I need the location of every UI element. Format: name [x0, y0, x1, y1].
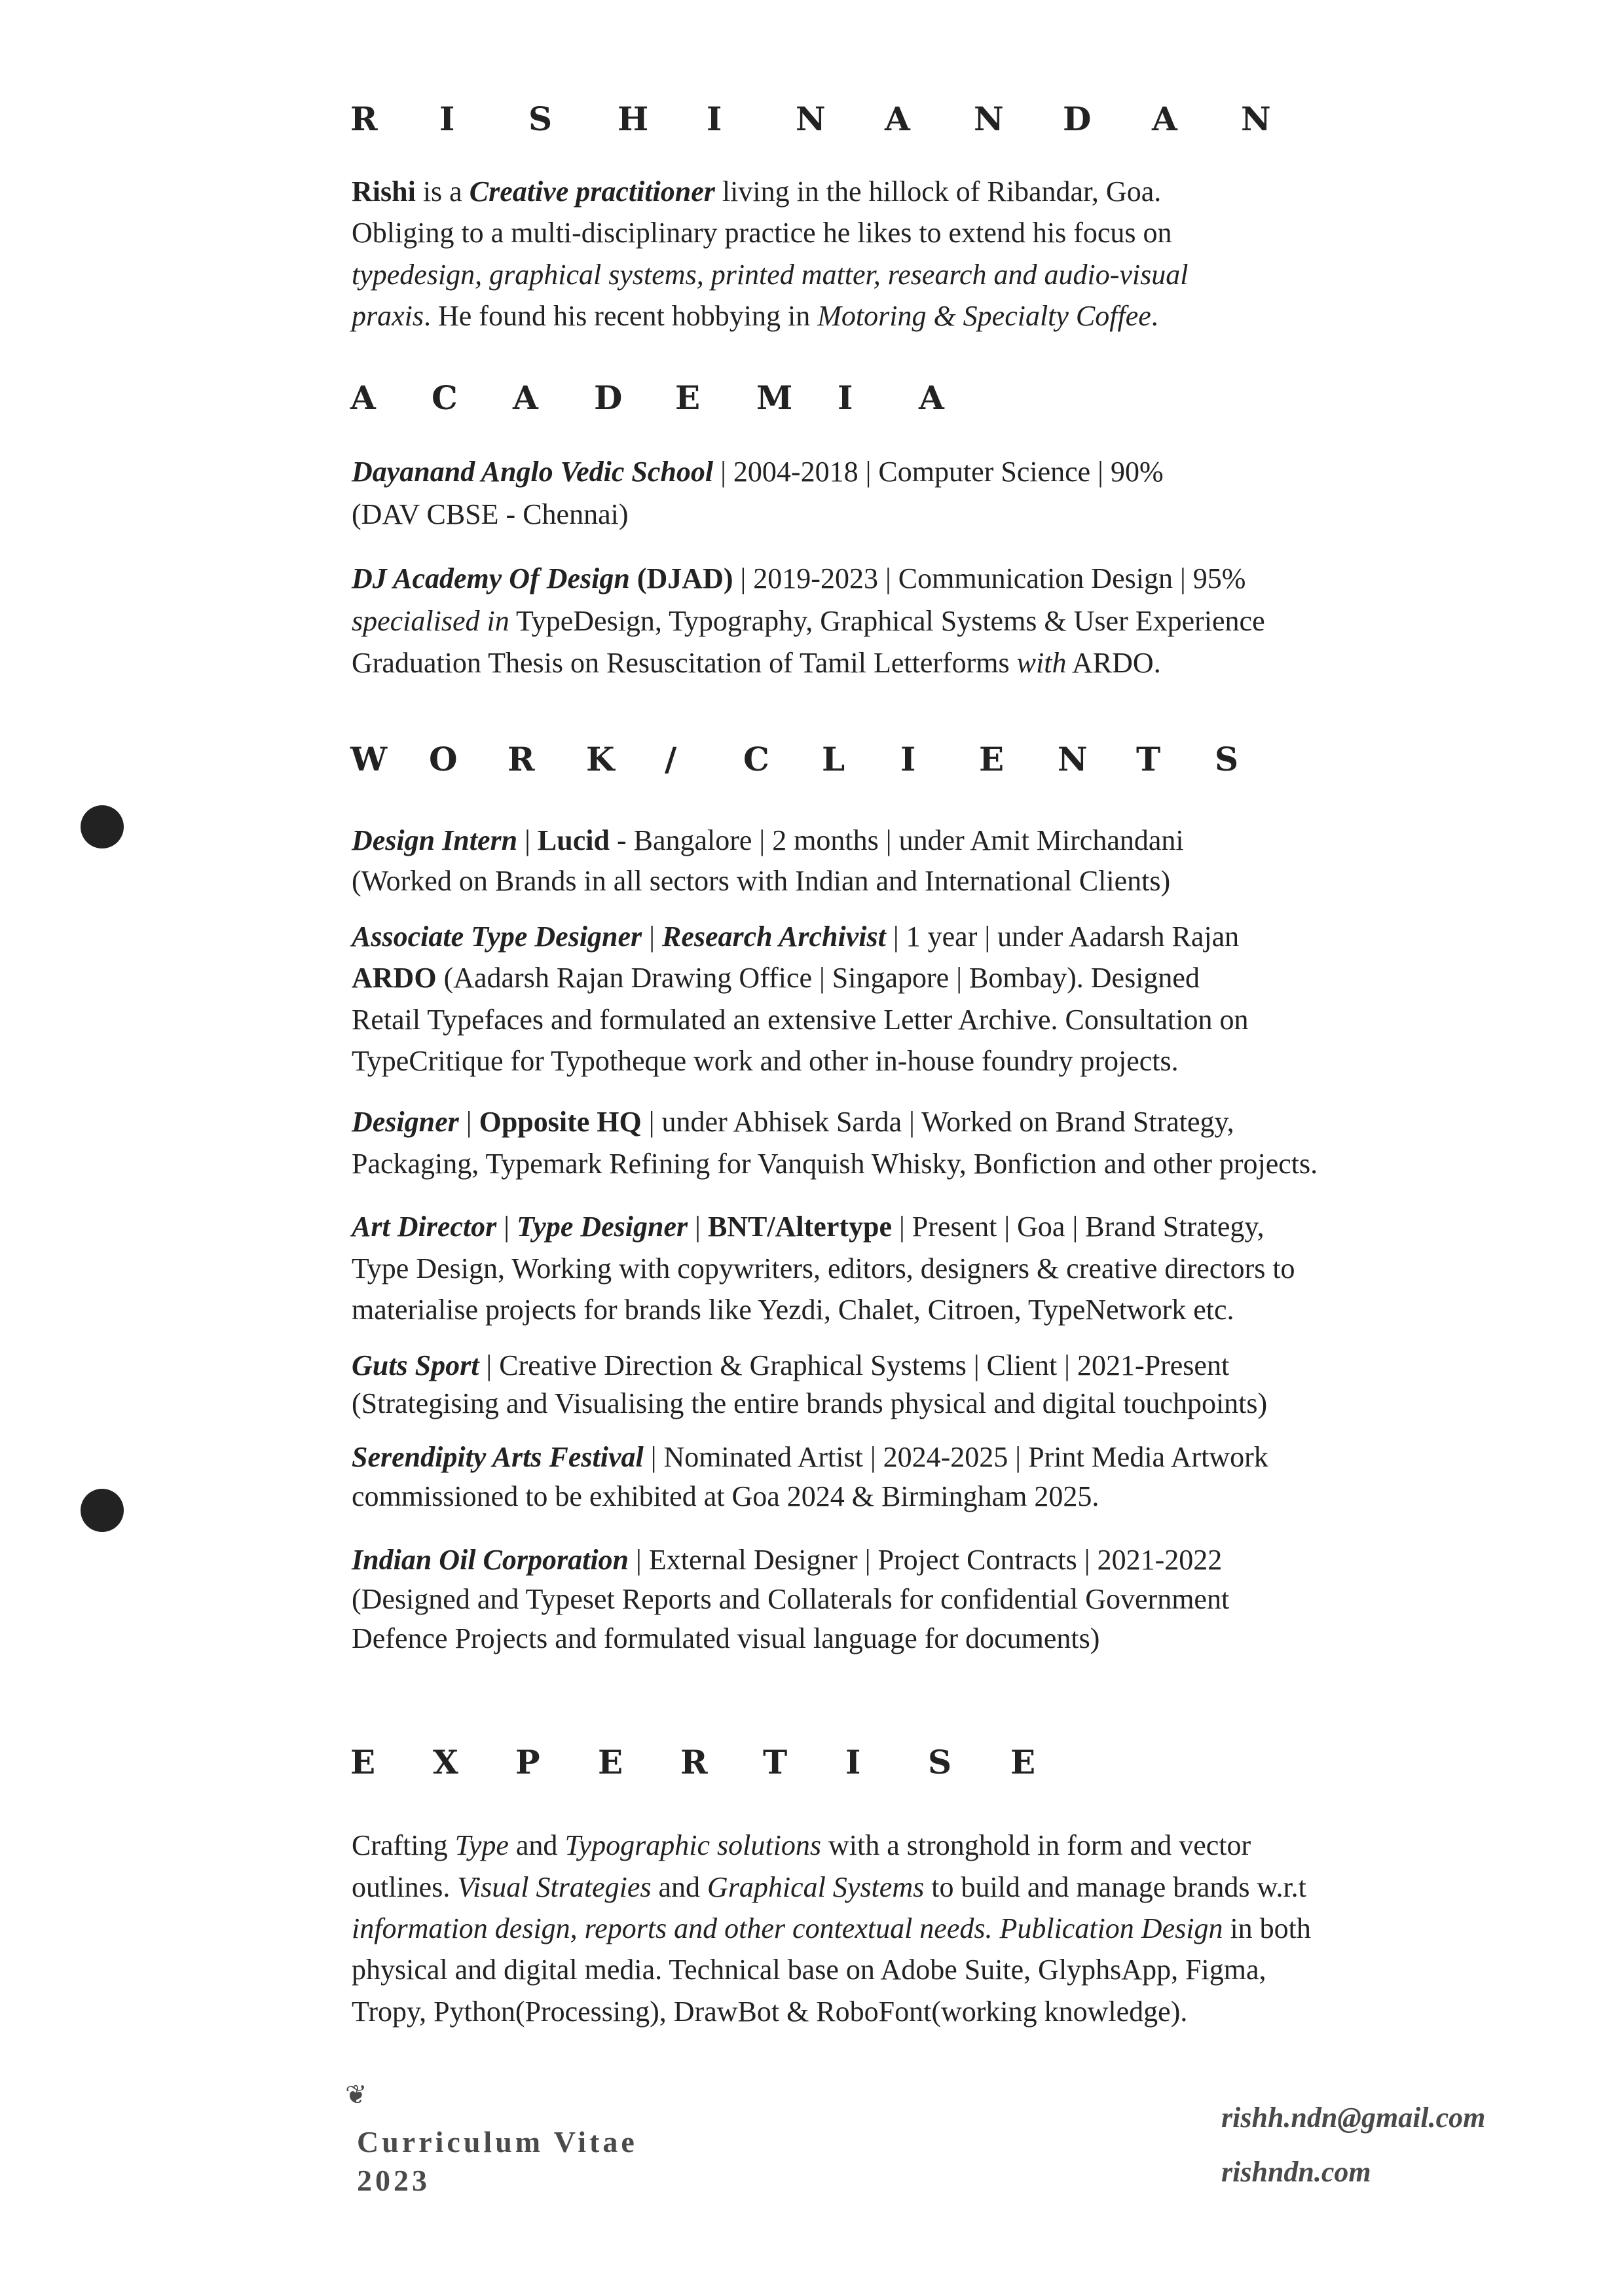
website-link[interactable]: rishndn.com [1221, 2156, 1371, 2188]
text-line [352, 1206, 1264, 1248]
text-line [352, 1143, 1318, 1185]
text-run: | Present | Goa | Brand Strategy, [892, 1211, 1264, 1243]
text-run: (DAV CBSE - Chennai) [352, 498, 629, 530]
text-run: . [1151, 300, 1158, 332]
punch-hole-bottom [81, 1489, 124, 1532]
text-run: Designer [352, 1106, 459, 1138]
text-run: is a [415, 175, 470, 208]
heading-letter: A [350, 378, 376, 417]
text-run: specialised in [352, 605, 509, 637]
text-run: with [1016, 647, 1067, 679]
text-run: | 1 year | under Aadarsh Rajan [885, 920, 1240, 953]
text-run: and [508, 1829, 565, 1861]
text-line [352, 254, 1188, 296]
section-heading-expertise [350, 1743, 1093, 1782]
text-run: | Creative Direction & Graphical Systems | Client | 2021-Present [479, 1349, 1230, 1381]
heading-letter: / [665, 740, 677, 778]
page-title [350, 100, 1330, 139]
text-run: Type [454, 1829, 509, 1861]
heading-letter: R [507, 740, 535, 778]
text-run: Typographic solutions [564, 1829, 821, 1861]
text-run: typedesign, graphical systems, printed matter, research and audio-visual [352, 259, 1189, 291]
heading-letter: A [1152, 100, 1177, 138]
text-run: | [496, 1211, 517, 1243]
text-run: and [651, 1871, 708, 1903]
text-line [352, 451, 1164, 493]
text-line [352, 1867, 1306, 1908]
text-line [352, 642, 1161, 684]
text-run: . He found his recent hobbying in [424, 300, 818, 332]
text-run: Opposite HQ [479, 1106, 642, 1138]
text-run: Retail Typefaces and formulated an extensive Letter Archive. Consultation on [352, 1004, 1249, 1036]
text-run: Indian Oil Corporation [352, 1544, 629, 1576]
text-run: (Designed and Typeset Reports and Collaterals for confidential Government [352, 1583, 1230, 1615]
text-run: Obliging to a multi-disciplinary practice he likes to extend his focus on [352, 217, 1172, 249]
text-line [352, 957, 1200, 999]
text-run: in both [1223, 1912, 1311, 1944]
heading-letter: E [675, 378, 701, 417]
heading-letter: A [513, 378, 538, 417]
text-run: | 2004-2018 | Computer Science | 90% [713, 456, 1164, 488]
heading-letter: N [974, 100, 1004, 138]
heading-letter: L [822, 740, 845, 778]
heading-letter: N [796, 100, 826, 138]
text-run: commissioned to be exhibited at Goa 2024 & Birmingham 2025. [352, 1480, 1099, 1512]
heading-letter: S [1215, 740, 1239, 778]
text-line [352, 820, 1184, 862]
text-run: | External Designer | Project Contracts | 2021-2022 [629, 1544, 1223, 1576]
text-line [352, 1949, 1266, 1991]
text-line [352, 1539, 1222, 1581]
heading-letter: H [618, 100, 649, 138]
text-line [352, 558, 1246, 600]
text-line [352, 1476, 1099, 1518]
text-run: Crafting [352, 1829, 455, 1861]
text-run: | [517, 824, 538, 856]
text-run: Defence Projects and formulated visual language for documents) [352, 1622, 1100, 1654]
text-run: Lucid [537, 824, 610, 856]
fleuron-icon: ❦ [345, 2080, 367, 2109]
heading-letter: I [900, 740, 916, 778]
cv-year: 2023 [357, 2164, 430, 2197]
heading-letter: S [528, 100, 553, 138]
heading-letter: N [1058, 740, 1088, 778]
text-run: (Aadarsh Rajan Drawing Office | Singapore | Bombay). Designed [436, 962, 1200, 994]
email-link[interactable]: rishh.ndn@gmail.com [1221, 2102, 1486, 2134]
heading-letter: S [928, 1743, 952, 1781]
text-line [352, 1578, 1229, 1620]
section-heading-work-clients [350, 740, 1293, 779]
heading-letter: C [432, 378, 458, 417]
text-run: Research Archivist [662, 920, 886, 953]
heading-letter: T [763, 1743, 788, 1781]
text-run: information design, reports and other contextual needs. Publication Design [352, 1912, 1223, 1944]
text-line [352, 999, 1248, 1041]
heading-letter: M [756, 378, 793, 417]
text-run: praxis [352, 300, 424, 332]
text-run: (Worked on Brands in all sectors with Indian and International Clients) [352, 865, 1171, 897]
text-run: BNT/Altertype [707, 1211, 892, 1243]
text-line [352, 295, 1158, 337]
heading-letter: I [439, 100, 455, 138]
text-line [352, 1908, 1311, 1950]
text-line [352, 1345, 1229, 1387]
text-line [352, 1101, 1234, 1143]
text-run: Type Design, Working with copywriters, editors, designers & creative directors to [352, 1252, 1295, 1285]
text-run: | Nominated Artist | 2024-2025 | Print Media Artwork [643, 1441, 1268, 1473]
text-run: Creative practitioner [469, 175, 715, 208]
text-run: ARDO. [1066, 647, 1161, 679]
text-run: TypeCritique for Typotheque work and other in-house foundry projects. [352, 1045, 1179, 1077]
heading-letter: C [743, 740, 769, 778]
text-run: | under Abhisek Sarda | Worked on Brand Strategy, [641, 1106, 1234, 1138]
heading-letter: X [433, 1743, 458, 1781]
text-line [352, 1040, 1179, 1082]
heading-letter: E [350, 1743, 376, 1781]
text-run: | [458, 1106, 479, 1138]
text-line [352, 212, 1172, 254]
text-run: Graphical Systems [707, 1871, 925, 1903]
text-line [352, 600, 1265, 642]
text-run: Art Director [352, 1211, 497, 1243]
text-run: Design Intern [352, 824, 518, 856]
text-run: Tropy, Python(Processing), DrawBot & RoboFont(working knowledge). [352, 1995, 1188, 2028]
text-run: Dayanand Anglo Vedic School [352, 456, 714, 488]
text-run: | 2019-2023 | Communication Design | 95% [733, 562, 1246, 594]
text-line [352, 1825, 1251, 1867]
text-run: Rishi [352, 175, 416, 208]
heading-letter: N [1241, 100, 1271, 138]
cv-label: Curriculum Vitae [357, 2125, 638, 2159]
text-line [352, 916, 1239, 958]
text-line [352, 494, 629, 536]
heading-letter: I [838, 378, 853, 417]
heading-letter: D [594, 378, 623, 417]
text-run: Graduation Thesis on Resuscitation of Tamil Letterforms [352, 647, 1017, 679]
heading-letter: P [515, 1743, 540, 1781]
text-line [352, 171, 1161, 213]
heading-letter: D [1063, 100, 1092, 138]
section-heading-academia [350, 378, 1000, 418]
heading-letter: I [845, 1743, 861, 1781]
text-run: Type Designer [517, 1211, 688, 1243]
text-line [352, 860, 1170, 902]
heading-letter: E [979, 740, 1005, 778]
heading-letter: T [1136, 740, 1161, 778]
text-run: TypeDesign, Typography, Graphical Systems & User Experience [509, 605, 1265, 637]
text-line [352, 1436, 1268, 1478]
text-run: Guts Sport [352, 1349, 479, 1381]
text-line [352, 1383, 1267, 1425]
heading-letter: K [586, 740, 615, 778]
text-run: physical and digital media. Technical base on Adobe Suite, GlyphsApp, Figma, [352, 1954, 1266, 1986]
text-run: living in the hillock of Ribandar, Goa. [714, 175, 1162, 208]
text-run: outlines. [352, 1871, 458, 1903]
text-run: | [688, 1211, 708, 1243]
text-line [352, 1618, 1099, 1660]
text-line [352, 1248, 1295, 1290]
heading-letter: E [1010, 1743, 1036, 1781]
text-run: Associate Type Designer [352, 920, 642, 953]
heading-letter: A [885, 100, 910, 138]
text-run: with a stronghold in form and vector [821, 1829, 1251, 1861]
punch-hole-top [81, 805, 124, 848]
heading-letter: W [350, 740, 388, 778]
text-line [352, 1289, 1234, 1331]
text-run: materialise projects for brands like Yezdi, Chalet, Citroen, TypeNetwork etc. [352, 1294, 1234, 1326]
text-run: Motoring & Specialty Coffee [817, 300, 1151, 332]
heading-letter: O [429, 740, 458, 778]
text-run: - Bangalore | 2 months | under Amit Mirchandani [609, 824, 1184, 856]
heading-letter: R [350, 100, 378, 138]
heading-letter: R [680, 1743, 708, 1781]
text-line [352, 1991, 1187, 2033]
text-run: Visual Strategies [457, 1871, 652, 1903]
text-run: | [642, 920, 662, 953]
text-run: to build and manage brands w.r.t [924, 1871, 1306, 1903]
text-run: (Strategising and Visualising the entire brands physical and digital touchpoints) [352, 1387, 1268, 1419]
heading-letter: I [707, 100, 722, 138]
text-run: DJ Academy Of Design [352, 562, 630, 594]
text-run: Serendipity Arts Festival [352, 1441, 644, 1473]
text-run: (DJAD) [629, 562, 733, 594]
text-run: ARDO [352, 962, 437, 994]
heading-letter: E [598, 1743, 623, 1781]
text-run: Packaging, Typemark Refining for Vanquish Whisky, Bonfiction and other projects. [352, 1148, 1318, 1180]
heading-letter: A [919, 378, 944, 417]
